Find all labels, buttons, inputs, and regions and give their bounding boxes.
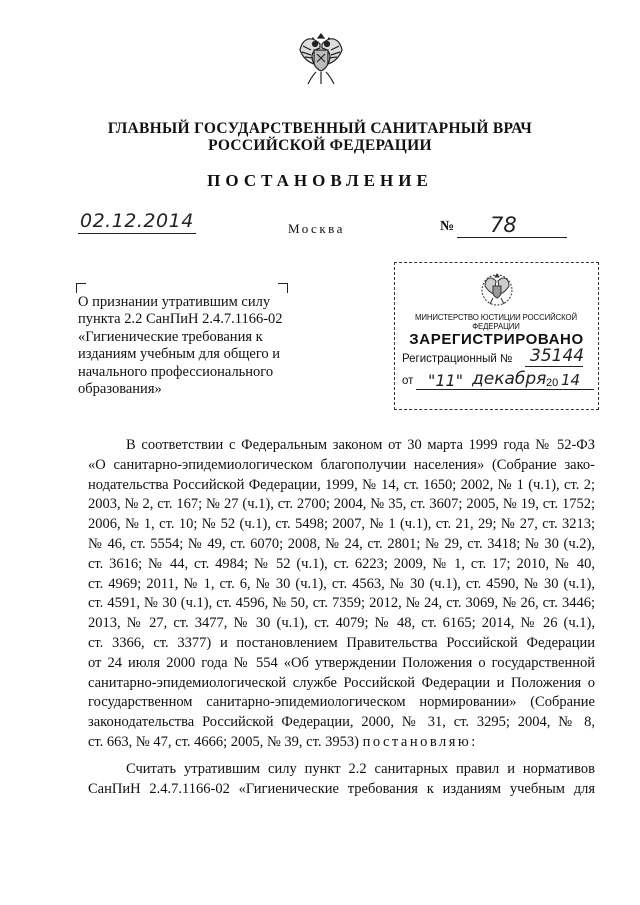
body-line: санитарно-эпидемиологической службе Российской Федерации и Положения о	[88, 674, 595, 691]
body-line: 2013, № 27, ст. 3477, № 30 (ч.1), ст. 4079; № 48, ст. 6165; 2014, № 26 (ч.1),	[88, 615, 595, 632]
body-line: 2006, № 1, ст. 10; № 52 (ч.1), ст. 5498; 2007, № 1 (ч.1), ст. 21, 29; № 27, ст. 3213;	[88, 516, 595, 533]
document-type-title: ПОСТАНОВЛЕНИЕ	[207, 171, 433, 190]
subject-line: О признании утратившим силу	[78, 294, 271, 310]
body-line: ст. 3616; № 44, ст. 4984; № 52 (ч.1), ст. 6223; 2009, № 1, ст. 17; 2010, № 40,	[88, 555, 595, 572]
body-line-final	[88, 733, 595, 753]
decree-number: 78	[490, 213, 517, 237]
subject-line: изданиям учебным для общего и	[78, 346, 281, 363]
subject-block	[78, 294, 318, 398]
body-line: ст. 4591, № 30 (ч.1), ст. 4596, № 50, ст. 7359; 2012, № 24, ст. 3069, № 26, ст. 3446;	[88, 595, 595, 612]
stamp-ministry: МИНИСТЕРСТВО ЮСТИЦИИ РОССИЙСКОЙ ФЕДЕРАЦИИ	[415, 313, 577, 331]
stamp-from-label: от	[402, 375, 414, 387]
body-line-text: ст. 663, № 47, ст. 4666; 2005, № 39, ст. 3953)	[88, 733, 359, 750]
body-line: В соответствии с Федеральным законом от 30 марта 1999 года № 52-ФЗ	[126, 437, 595, 453]
stamp-year: 14	[561, 371, 581, 389]
body-line: законодательства Российской Федерации, 2000, № 31, ст. 3295; 2004, № 8,	[88, 714, 595, 731]
header-title-line1: ГЛАВНЫЙ ГОСУДАРСТВЕННЫЙ САНИТАРНЫЙ ВРАЧ	[107, 120, 533, 137]
body-line: Считать утратившим силу пункт 2.2 санитарных правил и нормативов	[126, 760, 595, 777]
stamp-month: декабря	[472, 369, 547, 389]
header-title-line2: РОССИЙСКОЙ ФЕДЕРАЦИИ	[208, 137, 432, 154]
stamp-century: 20	[546, 377, 559, 389]
stamp-registered: ЗАРЕГИСТРИРОВАНО	[409, 331, 584, 348]
body-line: СанПиН 2.4.7.1166-02 «Гигиенические требования к изданиям учебным для	[88, 780, 595, 797]
stamp-reg-number: 35144	[530, 346, 585, 366]
body-line: «О санитарно-эпидемиологическом благополучии населения» (Собрание зако-	[88, 456, 595, 473]
stamp-reg-underline	[525, 366, 583, 367]
decree-number-label: №	[440, 219, 455, 234]
subject-line: образования»	[78, 381, 162, 398]
subject-line: начального профессионального	[78, 363, 274, 380]
body-line: от 24 июля 2000 года № 554 «Об утверждении Положения о государственной	[88, 654, 595, 671]
coat-of-arms-emblem	[298, 28, 344, 86]
decree-city: Москва	[288, 221, 345, 236]
subject-bracket-left	[76, 283, 86, 293]
decree-date: 02.12.2014	[80, 210, 194, 232]
body-line: ст. 4969; 2011, № 1, ст. 6, № 30 (ч.1), ст. 4563, № 30 (ч.1), ст. 4590, № 30 (ч.1),	[88, 575, 595, 592]
subject-bracket-right	[278, 283, 288, 293]
body-line: 2003, № 2, ст. 167; № 27 (ч.1), ст. 2700; 2004, № 35, ст. 3607; 2005, № 19, ст. 1752;	[88, 496, 595, 513]
decree-body	[88, 436, 595, 799]
stamp-emblem-icon	[481, 268, 513, 308]
subject-line: пункта 2.2 СанПиН 2.4.7.1166-02	[78, 311, 283, 328]
body-line: ст. 3366, ст. 3377) и постановлением Правительства Российской Федерации	[88, 634, 595, 651]
registration-stamp	[394, 262, 599, 412]
stamp-reg-label: Регистрационный №	[402, 353, 513, 365]
body-line: государственном санитарно-эпидемиологическом нормировании» (Собрание	[88, 694, 595, 711]
decree-verb: постановляю:	[362, 733, 478, 750]
subject-line: «Гигиенические требования к	[78, 328, 263, 345]
decree-number-underline	[457, 237, 567, 238]
body-line: № 46, ст. 5554; № 49, ст. 6070; 2008, № 24, ст. 2801; № 29, ст. 3418; № 30 (ч.2),	[88, 535, 595, 552]
body-line: нодательства Российской Федерации, 1999, № 14, ст. 1650; 2002, № 1 (ч.1), ст. 2;	[88, 476, 595, 493]
stamp-day: "11"	[428, 371, 464, 390]
